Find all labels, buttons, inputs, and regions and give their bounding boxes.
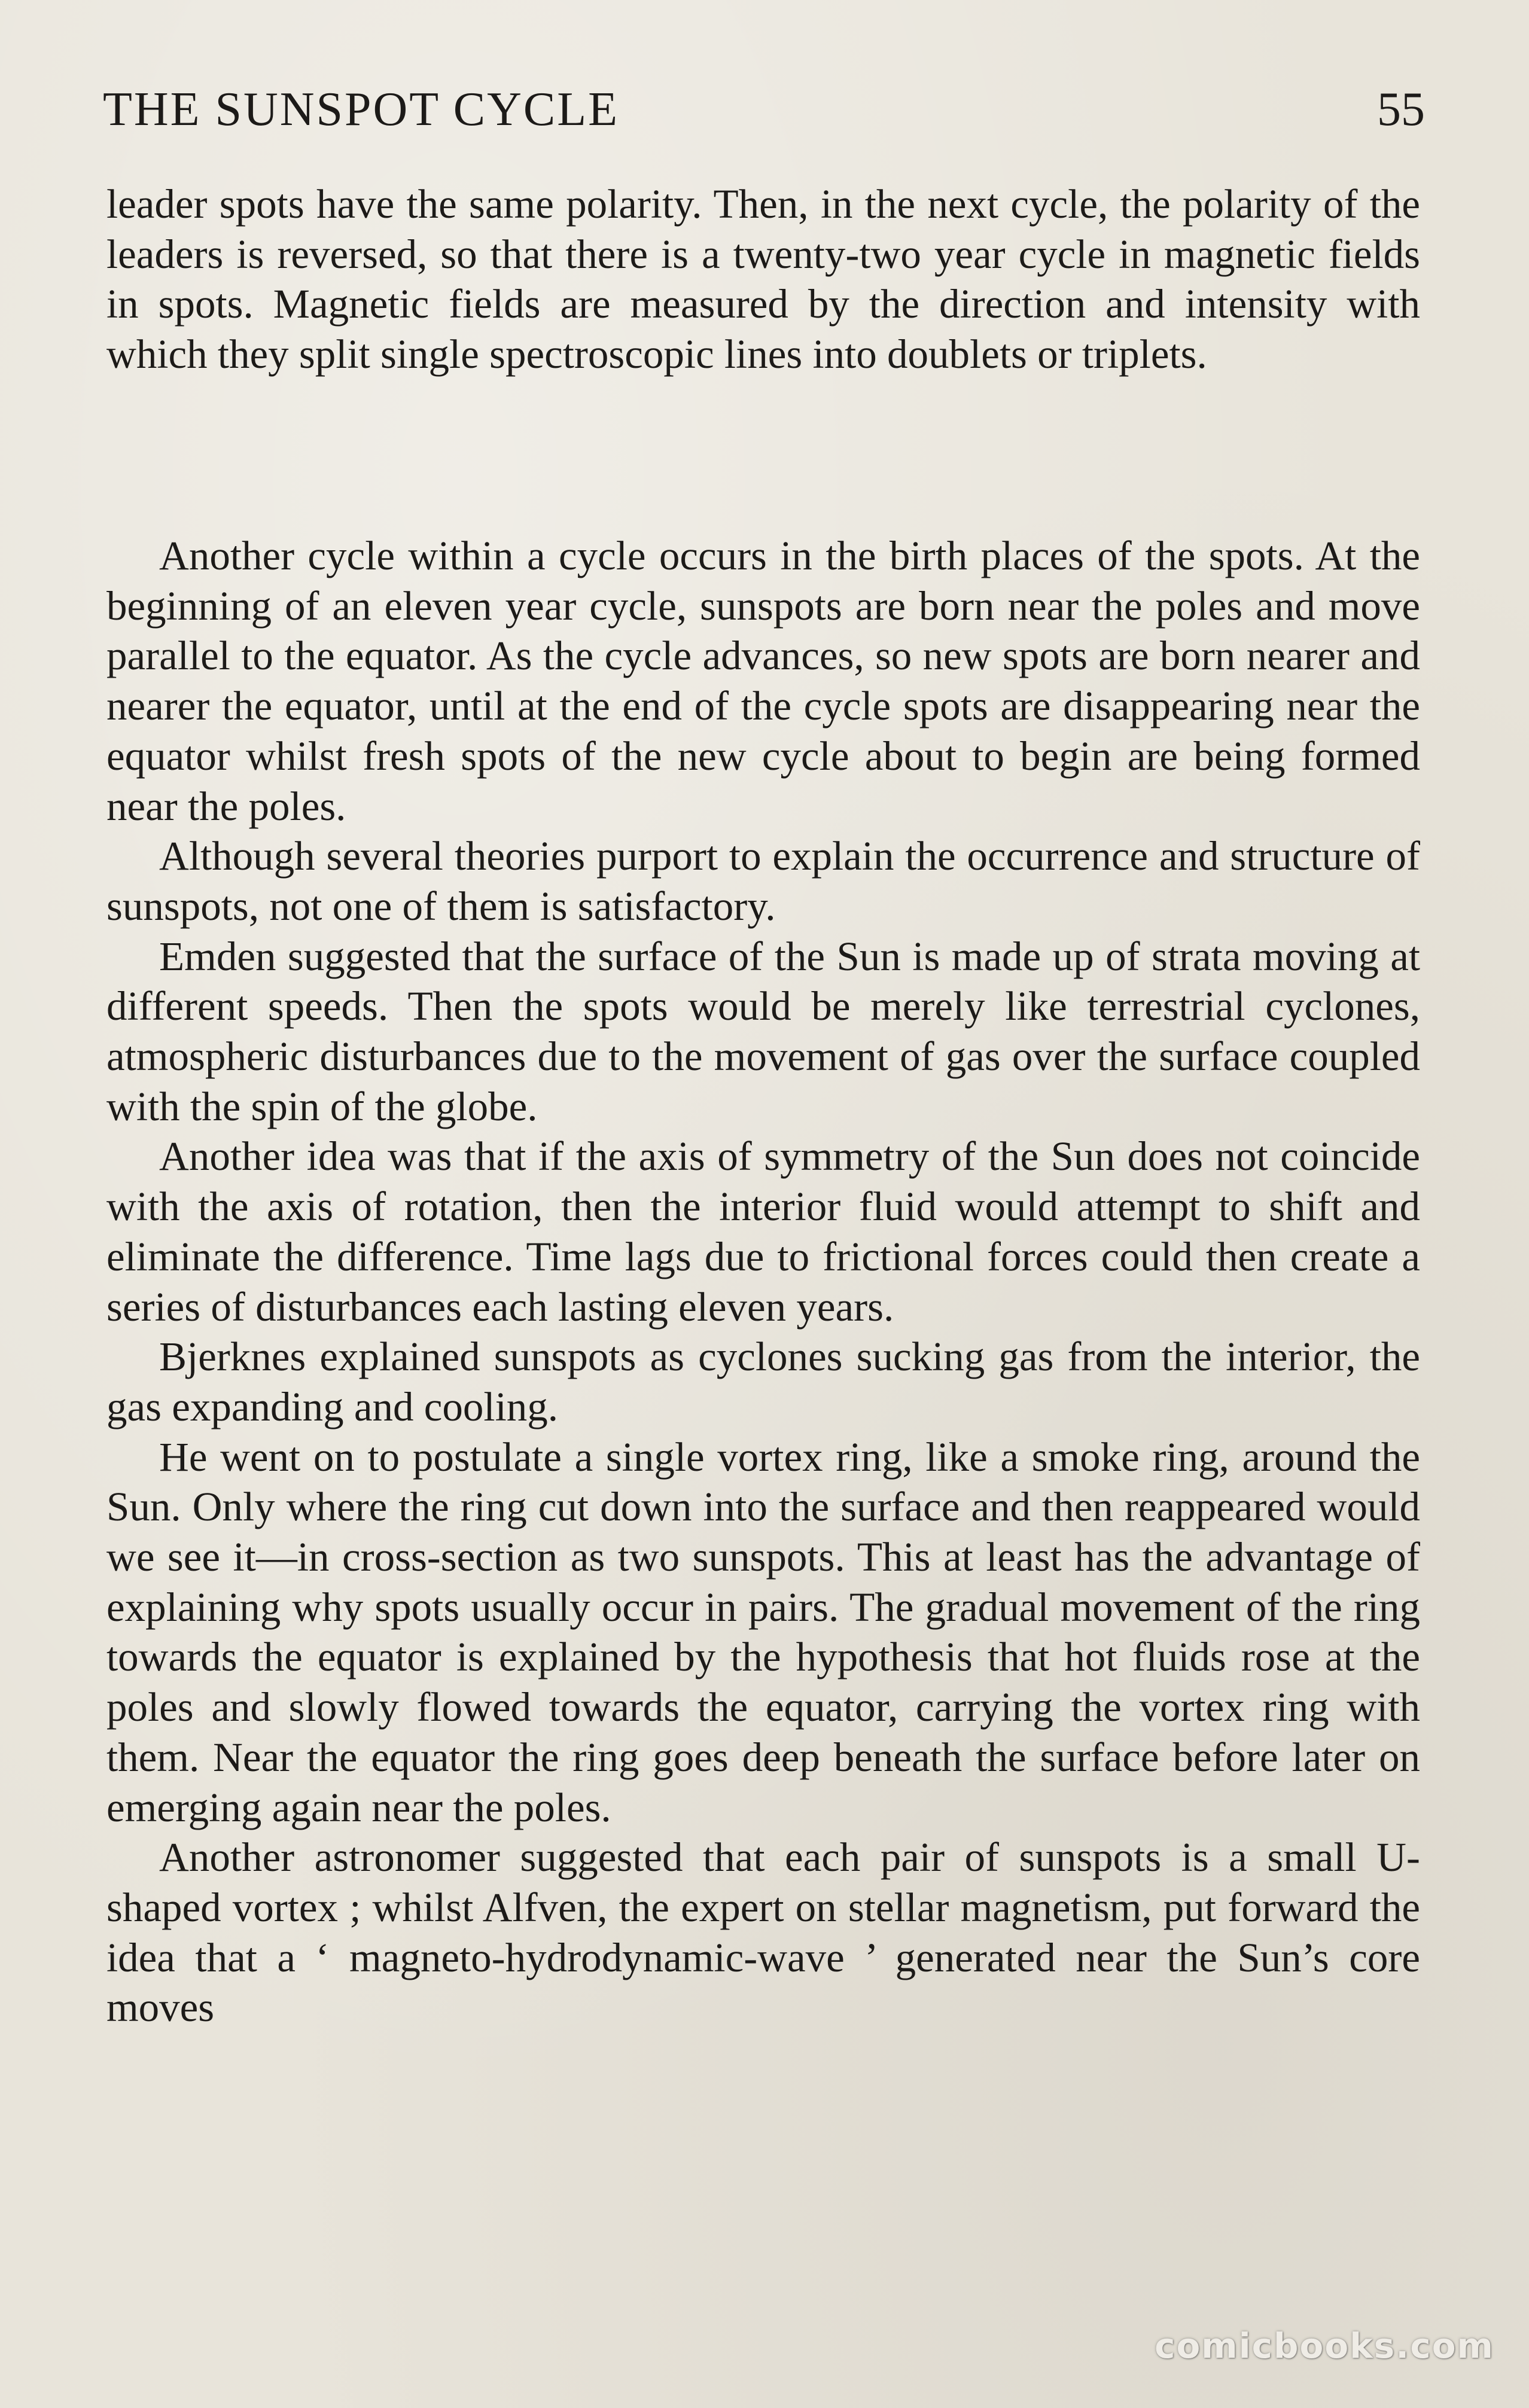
watermark: comicbooks.com: [1155, 2325, 1494, 2366]
text-block-main: [106, 531, 1420, 2033]
paragraph-2: Another cycle within a cycle occurs in the birth places of the spots. At the beginning of an eleven year cycle, sunspots are born near the poles and move parallel to the equator. As the cycle advances, so new spots are born nearer and nearer the equator, until at the end of the cycle spots are disappearing near the equator whilst fresh spots of the new cycle about to begin are being formed near the poles.: [106, 533, 1420, 829]
text-block-top: [106, 179, 1420, 380]
paragraph-8: Another astronomer suggested that each pair of sunspots is a small U-shaped vortex ; whilst Alfven, the expert on stellar magnetism, put forward the idea that a ‘ magneto-hydrodynamic-wave ’ generated near the Sun’s core moves: [106, 1834, 1420, 2031]
paragraph-3: Although several theories purport to explain the occurrence and structure of sunspots, not one of them is satisfactory.: [106, 833, 1420, 929]
page-header: [103, 83, 1425, 142]
paragraph-1: leader spots have the same polarity. Then, in the next cycle, the polarity of the leaders is reversed, so that there is a twenty-two year cycle in magnetic fields in spots. Magnetic fields are measured by the direction and intensity with which they split single spectroscopic lines into doublets or triplets.: [106, 181, 1420, 377]
paragraph-5: Another idea was that if the axis of symmetry of the Sun does not coincide with the axis of rotation, then the interior fluid would attempt to shift and eliminate the difference. Time lags due to frictional forces could then create a series of disturbances each lasting eleven years.: [106, 1133, 1420, 1330]
running-head: THE SUNSPOT CYCLE: [103, 83, 619, 136]
paragraph-4: Emden suggested that the surface of the Sun is made up of strata moving at different speeds. Then the spots would be merely like terrestrial cyclones, atmospheric disturbances due to the movement of gas over the surface coupled with the spin of the globe.: [106, 933, 1420, 1129]
paragraph-7: He went on to postulate a single vortex ring, like a smoke ring, around the Sun. Only where the ring cut down into the surface and then reappeared would we see it—in cross-section as two sunspots. This at least has the advantage of explaining why spots usually occur in pairs. The gradual movement of the ring towards the equator is explained by the hypothesis that hot fluids rose at the poles and slowly flowed towards the equator, carrying the vortex ring with them. Near the equator the ring goes deep beneath the surface before later on emerging again near the poles.: [106, 1434, 1420, 1830]
paragraph-6: Bjerknes explained sunspots as cyclones sucking gas from the interior, the gas expanding and cooling.: [106, 1334, 1420, 1429]
page-number: 55: [1377, 83, 1425, 136]
